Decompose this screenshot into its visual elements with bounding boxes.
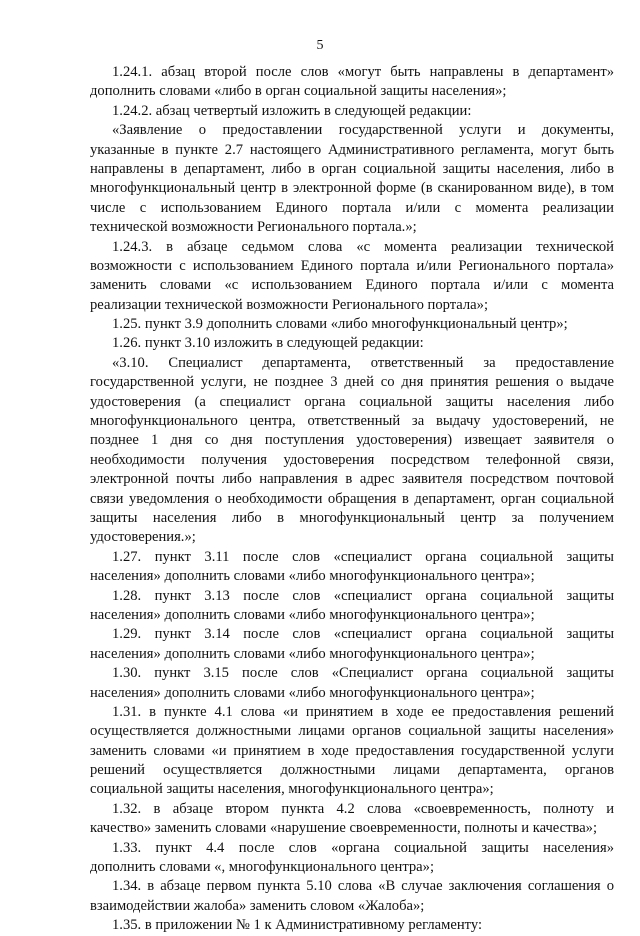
text-line: 1.32. в абзаце втором пункта 4.2 слова «своевременность, полноту и — [112, 800, 614, 817]
text-line: 1.35. в приложении № 1 к Административному регламенту: — [112, 917, 483, 934]
document-body — [90, 63, 614, 936]
text-line: осуществляется должностными лицами органов социальной защиты населения» — [90, 723, 614, 740]
paragraph — [90, 354, 614, 548]
text-line: решений осуществляется должностными лицами департамента, органов — [90, 762, 614, 779]
paragraph — [90, 334, 614, 353]
paragraph — [90, 63, 614, 102]
text-line: заменить словами «и принятием в ходе предоставления государственной услуги — [90, 742, 614, 759]
text-line: указанные в пункте 2.7 настоящего Административного регламента, могут быть — [90, 141, 614, 158]
text-line: 1.26. пункт 3.10 изложить в следующей редакции: — [112, 335, 424, 352]
text-line: 1.30. пункт 3.15 после слов «Специалист органа социальной защиты — [112, 665, 614, 682]
paragraph — [90, 664, 614, 703]
text-line: удостоверения (а специалист органа социальной защиты населения либо — [90, 393, 614, 410]
text-line: 1.27. пункт 3.11 после слов «специалист органа социальной защиты — [112, 548, 614, 565]
paragraph — [90, 877, 614, 916]
text-line: государственной услуги, не позднее 3 дней со дня принятия решения о выдаче — [90, 374, 614, 391]
text-line: удостоверения.»; — [90, 529, 196, 546]
text-line: 1.24.2. абзац четвертый изложить в следующей редакции: — [112, 102, 472, 119]
paragraph — [90, 102, 614, 121]
text-line: 1.25. пункт 3.9 дополнить словами «либо многофункциональный центр»; — [112, 316, 568, 333]
text-line: направлены в департамент, либо в орган социальной защиты населения, либо в — [90, 160, 614, 177]
paragraph — [90, 238, 614, 316]
text-line: населения» дополнить словами «либо многофункционального центра»; — [90, 684, 535, 701]
text-line: возможности с использованием Единого портала и/или Регионального портала» — [90, 257, 614, 274]
paragraph — [90, 916, 614, 935]
paragraph — [90, 625, 614, 664]
text-line: 1.28. пункт 3.13 после слов «специалист органа социальной защиты — [112, 587, 614, 604]
text-line: многофункциональный центр в электронной форме (в сканированном виде), в том — [90, 180, 614, 197]
text-line: населения» дополнить словами «либо многофункционального центра»; — [90, 606, 535, 623]
paragraph — [90, 121, 614, 237]
text-line: «Заявление о предоставлении государственной услуги и документы, — [112, 122, 614, 139]
text-line: 1.34. в абзаце первом пункта 5.10 слова «В случае заключения соглашения о — [112, 878, 614, 895]
paragraph — [90, 548, 614, 587]
paragraph — [90, 315, 614, 334]
text-line: защиты населения либо в многофункциональный центр за получением — [90, 509, 614, 526]
text-line: электронной почты либо направления в адрес заявителя посредством почтовой — [90, 471, 614, 488]
text-line: реализации технической возможности Регионального портала»; — [90, 296, 488, 313]
text-line: населения» дополнить словами «либо многофункционального центра»; — [90, 645, 535, 662]
text-line: технической возможности Регионального портала.»; — [90, 219, 417, 236]
text-line: качество» заменить словами «нарушение своевременности, полноты и качества»; — [90, 820, 598, 837]
text-line: 1.33. пункт 4.4 после слов «органа социальной защиты населения» — [112, 839, 614, 856]
text-line: 1.29. пункт 3.14 после слов «специалист органа социальной защиты — [112, 626, 614, 643]
text-line: населения» дополнить словами «либо многофункционального центра»; — [90, 568, 535, 585]
text-line: социальной защиты населения, многофункционального центра»; — [90, 781, 494, 798]
text-line: многофункционального центра, ответственный за выдачу удостоверений, не — [90, 413, 614, 430]
text-line: заменить словами «с использованием Единого портала и/или с момента — [90, 277, 614, 294]
text-line: взаимодействии жалоба» заменить словом «Жалоба»; — [90, 897, 425, 914]
text-line: «3.10. Специалист департамента, ответственный за предоставление — [112, 354, 614, 371]
page-number: 5 — [316, 38, 324, 53]
text-line: дополнить словами «либо в орган социальной защиты населения»; — [90, 83, 507, 100]
text-line: числе с использованием Единого портала и/или с момента реализации — [90, 199, 614, 216]
text-line: позднее 1 дня со дня поступления удостоверения) извещает заявителя о — [90, 432, 614, 449]
paragraph — [90, 703, 614, 800]
text-line: 1.24.1. абзац второй после слов «могут быть направлены в департамент» — [112, 64, 614, 80]
text-line: 1.24.3. в абзаце седьмом слова «с момента реализации технической — [112, 238, 614, 255]
text-line: связи уведомления о необходимости обращения в департамент, орган социальной — [90, 490, 614, 507]
paragraph — [90, 800, 614, 839]
text-line: 1.31. в пункте 4.1 слова «и принятием в ходе ее предоставления решений — [112, 703, 614, 720]
paragraph — [90, 839, 614, 878]
paragraph — [90, 587, 614, 626]
text-line: необходимости получения удостоверения посредством телефонной связи, — [90, 451, 614, 468]
text-line: дополнить словами «, многофункционального центра»; — [90, 859, 435, 876]
